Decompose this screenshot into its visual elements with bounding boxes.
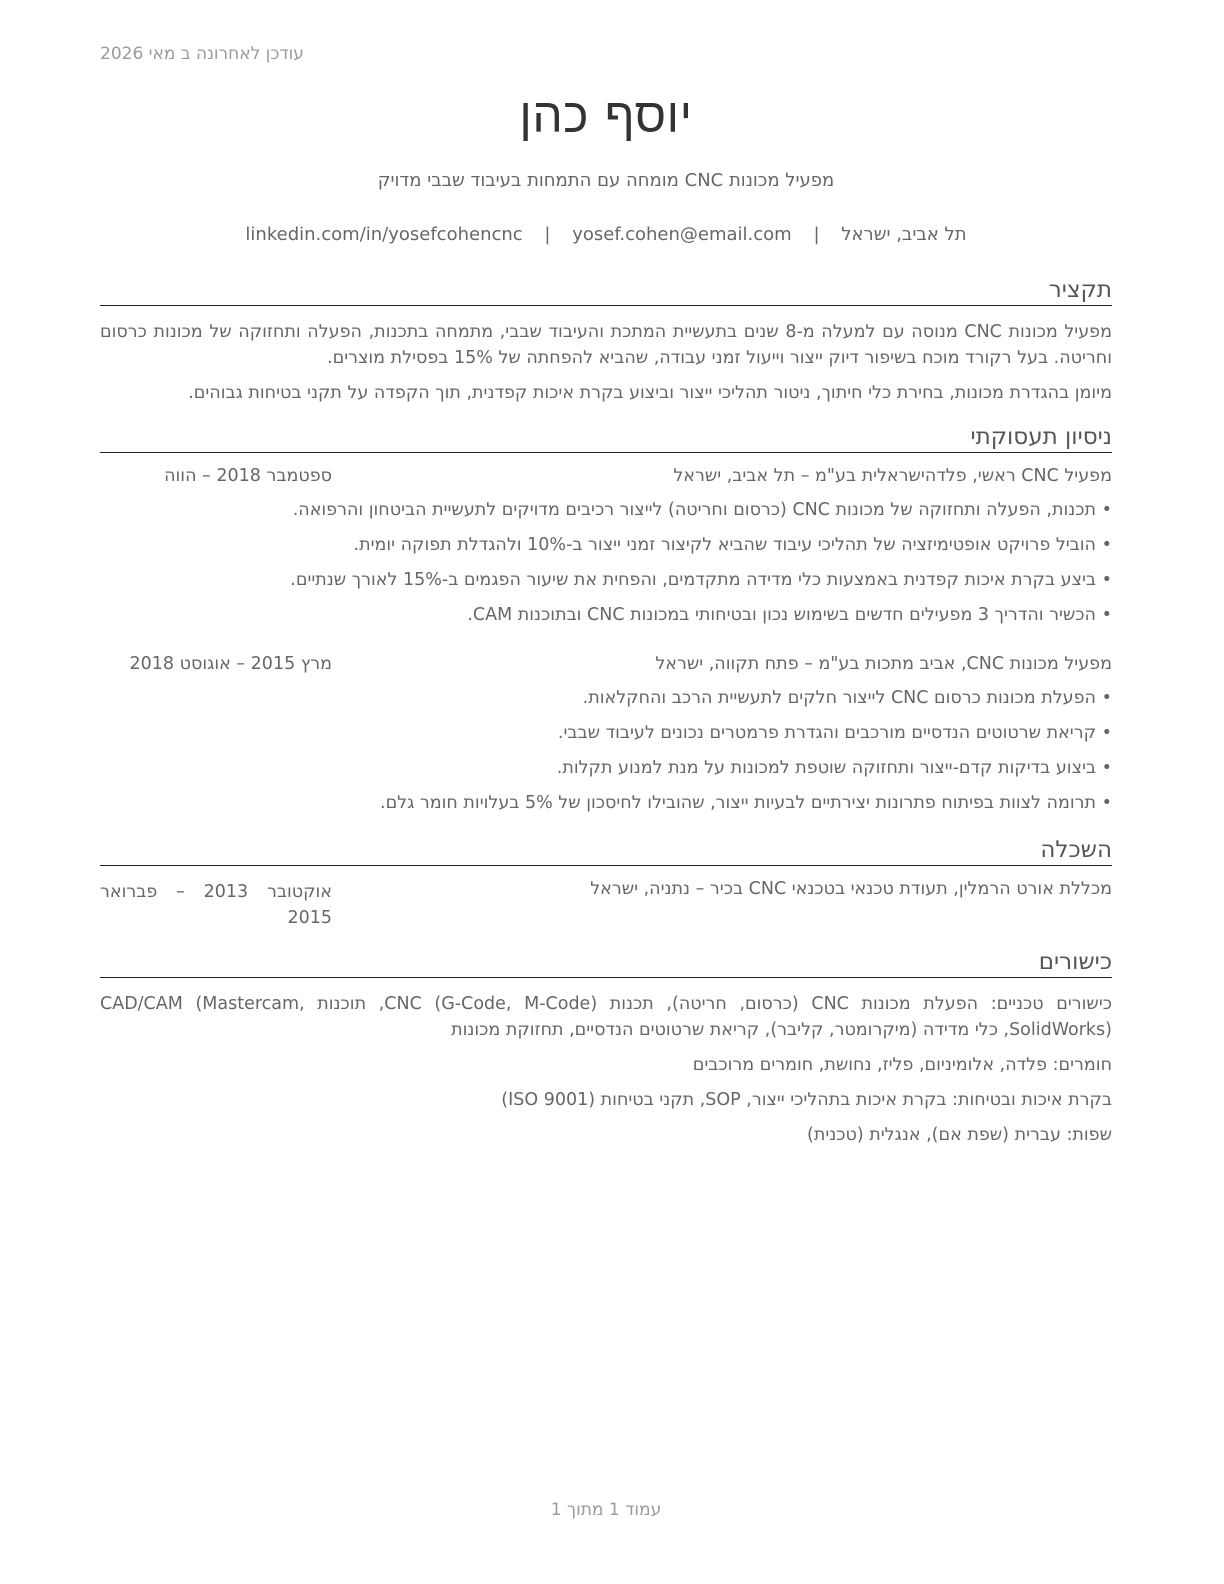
list-item: • הכשיר והדריך 3 מפעילים חדשים בשימוש נכון ובטיחותי במכונות CNC ובתוכנות CAM. [100, 602, 1112, 637]
skills-heading: כישורים [100, 948, 1112, 978]
bullet-icon: • [1101, 605, 1112, 625]
bullet-icon: • [1101, 570, 1112, 590]
list-item: • הפעלת מכונות כרסום CNC לייצור חלקים לתעשיית הרכב והחקלאות. [100, 685, 1112, 720]
list-item: • הוביל פרויקט אופטימיזציה של תהליכי עיבוד שהביא לקיצור זמני ייצור ב-10% ולהגדלת תפוקה יומית. [100, 532, 1112, 567]
skills-languages: שפות: עברית (שפת אם), אנגלית (טכנית) [807, 1125, 1112, 1145]
education-dates: אוקטובר 2013 – פברואר 2015 [100, 882, 332, 928]
summary-paragraph-2: מיומן בהגדרת מכונות, בחירת כלי חיתוך, ניטור תהליכי ייצור וביצוע בקרת איכות קפדנית, תוך הקפדה על תקני בטיחות גבוהים. [188, 383, 1112, 403]
bullet-icon: • [1101, 535, 1112, 555]
linkedin-link[interactable]: linkedin.com/in/yosefcohencnc [245, 224, 523, 245]
skills-technical: כישורים טכניים: הפעלת מכונות CNC (כרסום, חריטה), תכנות CNC (G-Code, M-Code), תוכנות CAD/CAM (Mastercam, SolidWorks), כלי מדידה (מיקרומטר, קליבר), קריאת שרטוטים הנדסיים, תחזוקת מכונות [100, 994, 1113, 1040]
contact-separator: | [544, 224, 551, 245]
bullet-icon: • [1101, 793, 1112, 813]
location: תל אביב, ישראל [841, 224, 967, 245]
list-item: • ביצוע בדיקות קדם-ייצור ותחזוקה שוטפת למכונות על מנת למנוע תקלות. [100, 755, 1112, 790]
contact-line [100, 224, 1112, 245]
page-number: עמוד 1 מתוך 1 [550, 1500, 662, 1520]
job-title: מפעיל מכונות CNC, אביב מתכות בע"מ – פתח תקווה, ישראל [655, 654, 1112, 674]
skills-materials: חומרים: פלדה, אלומיניום, פליז, נחושת, חומרים מרוכבים [692, 1055, 1112, 1075]
email-link[interactable]: yosef.cohen@email.com [572, 224, 792, 245]
job-dates: מרץ 2015 – אוגוסט 2018 [129, 654, 332, 674]
job-bullets [100, 497, 1112, 637]
job-title: מפעיל CNC ראשי, פלדהישראלית בע"מ – תל אביב, ישראל [673, 466, 1112, 486]
bullet-icon: • [1101, 500, 1112, 520]
candidate-name: יוסף כהן [519, 88, 693, 144]
headline: מפעיל מכונות CNC מומחה עם התמחות בעיבוד שבבי מדויק [377, 170, 835, 191]
job-bullets [100, 685, 1112, 825]
job-dates: ספטמבר 2018 – הווה [164, 466, 332, 486]
summary-paragraph-1: מפעיל מכונות CNC מנוסה עם למעלה מ-8 שנים בתעשיית המתכת והעיבוד שבבי, מתמחה בתכנות, הפעלה ותחזוקה של מכונות כרסום וחריטה. בעל רקורד מוכח בשיפור דיוק ייצור וייעול זמני עבודה, שהביא להפחתה של 15% בפסילת מוצרים. [100, 322, 1112, 368]
education-heading: השכלה [100, 836, 1112, 866]
job-header [100, 466, 1112, 492]
resume-page [100, 0, 1112, 1584]
list-item: • קריאת שרטוטים הנדסיים מורכבים והגדרת פרמטרים נכונים לעיבוד שבבי. [100, 720, 1112, 755]
list-item: • תרומה לצוות בפיתוח פתרונות יצירתיים לבעיות ייצור, שהובילו לחיסכון של 5% בעלויות חומר גלם. [100, 790, 1112, 825]
list-item: • ביצע בקרת איכות קפדנית באמצעות כלי מדידה מתקדמים, והפחית את שיעור הפגמים ב-15% לאורך שנתיים. [100, 567, 1112, 602]
contact-separator: | [813, 224, 820, 245]
summary-heading: תקציר [100, 276, 1112, 306]
list-item: • תכנות, הפעלה ותחזוקה של מכונות CNC (כרסום וחריטה) לייצור רכיבים מדויקים לתעשיית הביטחון והרפואה. [100, 497, 1112, 532]
bullet-icon: • [1101, 723, 1112, 743]
job-header [100, 654, 1112, 680]
education-institution: מכללת אורט הרמלין, תעודת טכנאי בטכנאי CNC בכיר – נתניה, ישראל [590, 879, 1112, 899]
skills-quality: בקרת איכות ובטיחות: בקרת איכות בתהליכי ייצור, SOP, תקני בטיחות (ISO 9001) [501, 1090, 1112, 1110]
bullet-icon: • [1101, 688, 1112, 708]
last-updated: עודכן לאחרונה ב מאי 2026 [100, 44, 304, 64]
bullet-icon: • [1101, 758, 1112, 778]
experience-heading: ניסיון תעסוקתי [100, 423, 1112, 453]
